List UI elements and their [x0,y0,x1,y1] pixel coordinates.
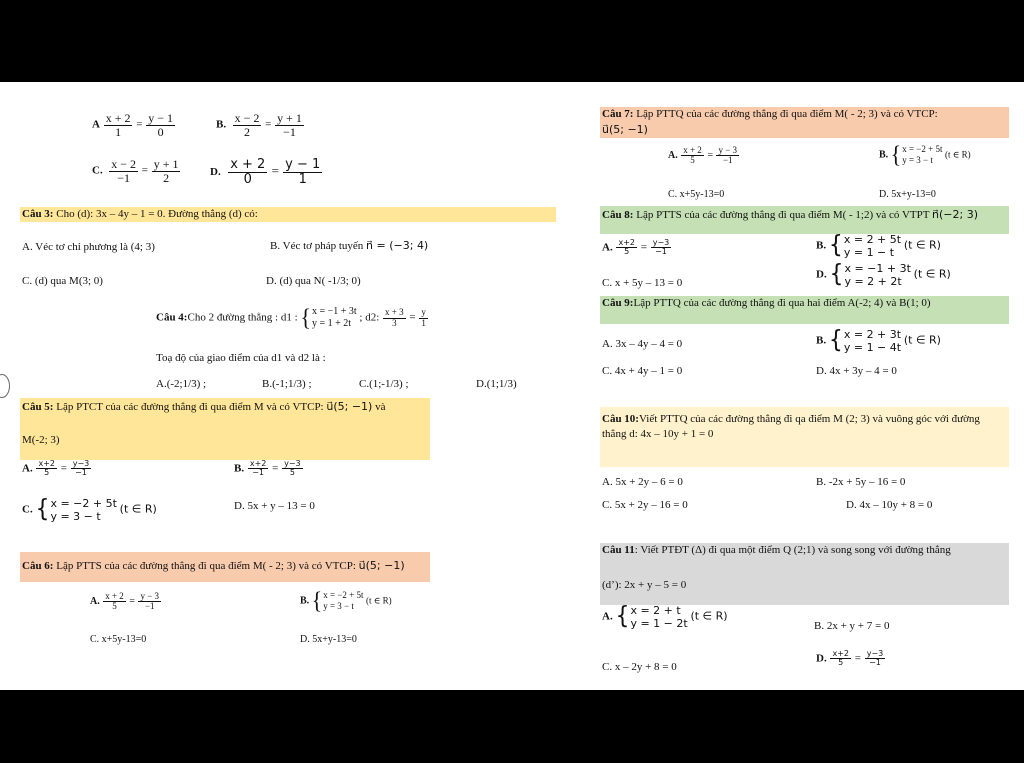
q8-option-c[interactable]: C. x + 5y – 13 = 0 [602,277,683,289]
q9-option-c[interactable]: C. 4x + 4y – 1 = 0 [602,365,683,377]
q6-title: Câu 6: Lập PTTS của các đường thẳng đi qua điểm M( - 2; 3) và có VTCP: u⃗(5; −1) [22,559,405,572]
q3-option-c[interactable]: C. (d) qua M(3; 0) [22,275,103,287]
q6-option-a[interactable]: A. $\frac{x + 2}{5}$ = $\frac{y - 3}{-1}$ [90,591,160,612]
q10-option-c[interactable]: C. 5x + 2y – 16 = 0 [602,499,688,511]
q10-option-d[interactable]: D. 4x – 10y + 8 = 0 [846,499,933,511]
q8-title: Câu 8: Lập PTTS của các đường thẳng đi qua điểm M( - 1;2) và có VTPT n⃗(−2; 3) [602,208,978,221]
q8-option-d[interactable]: D. { x = −1 + 3t y = 2 + 2t (t ∈ R) [816,260,951,289]
q3-option-a[interactable]: A. Véc tơ chỉ phương là (4; 3) [22,241,155,253]
q4-option-d[interactable]: D.(1;1/3) [476,378,517,390]
q9-option-b[interactable]: B. { x = 2 + 3t y = 1 − 4t (t ∈ R) [816,326,941,355]
q4-title: Câu 4:Cho 2 đường thẳng : d1 : { x = −1 + 3t y = 1 + 2t ; d2: $\frac{x + 3}{3}$ = $\frac{y}{1}$ [156,303,426,332]
q5-option-c[interactable]: C. { x = −2 + 5t y = 3 − t (t ∈ R) [22,495,157,524]
q10-option-a[interactable]: A. 5x + 2y – 6 = 0 [602,476,683,488]
q11-title-line2: (d’): 2x + y – 5 = 0 [602,579,687,591]
q9-option-a[interactable]: A. 3x – 4y – 4 = 0 [602,338,683,350]
q3-option-b[interactable]: B. Véc tơ pháp tuyến n⃗ = (−3; 4) [270,239,429,252]
document-page [0,82,1024,690]
q3-option-d[interactable]: D. (d) qua N( -1/3; 0) [266,275,361,287]
q2-option-a[interactable]: A $\frac{x + 2}{1}$ = $\frac{y - 1}{0}$ [92,111,173,139]
q2-option-d[interactable]: D. $\frac{x + 2}{0}$ = $\frac{y - 1}{1}$ [210,157,321,187]
q11-title: Câu 11: Viết PTĐT (Δ) đi qua một điểm Q (2;1) và song song với đường thẳng [602,544,951,556]
q2-option-c[interactable]: C. $\frac{x - 2}{-1}$ = $\frac{y + 1}{2}$ [92,157,179,185]
q7-title-line2: u⃗(5; −1) [602,123,648,136]
q4-subtitle: Toạ độ của giao điểm của d1 và d2 là : [156,352,326,364]
q11-option-d[interactable]: D. $\frac{x+2}{5}$ = $\frac{y-3}{-1}$ [816,649,884,668]
q11-option-b[interactable]: B. 2x + y + 7 = 0 [814,620,890,632]
q5-option-d[interactable]: D. 5x + y – 13 = 0 [234,500,315,512]
q9-title: Câu 9:Lập PTTQ của các đường thẳng đi qua hai điểm A(-2; 4) và B(1; 0) [602,297,931,309]
q5-title-line2: M(-2; 3) [22,434,60,446]
q6-option-c[interactable]: C. x+5y-13=0 [90,634,147,645]
q4-option-a[interactable]: A.(-2;1/3) ; [156,378,207,390]
q10-title: Câu 10:Viết PTTQ của các đường thẳng đi qa điểm M (2; 3) và vuông góc với đường [602,413,980,425]
q4-d1-system: { x = −1 + 3t y = 1 + 2t [300,303,357,332]
q6-option-d[interactable]: D. 5x+y-13=0 [300,634,357,645]
q7-title: Câu 7: Lập PTTQ của các đường thẳng đi qua điểm M( - 2; 3) và có VTCP: [602,108,938,120]
q5-option-b[interactable]: B. $\frac{x+2}{-1}$ = $\frac{y-3}{5}$ [234,459,301,478]
q11-option-a[interactable]: A. { x = 2 + t y = 1 − 2t (t ∈ R) [602,602,728,631]
q7-option-d[interactable]: D. 5x+y-13=0 [879,189,936,200]
q10-option-b[interactable]: B. -2x + 5y – 16 = 0 [816,476,906,488]
q3-title: Câu 3: Cho (d): 3x – 4y – 1 = 0. Đường thẳng (d) có: [22,208,258,220]
q2-option-b[interactable]: B. $\frac{x - 2}{2}$ = $\frac{y + 1}{-1}$ [216,111,302,139]
page-edge-marker [0,374,10,398]
q7-option-a[interactable]: A. $\frac{x + 2}{5}$ = $\frac{y - 3}{-1}$ [668,145,738,166]
q8-option-b[interactable]: B. { x = 2 + 5t y = 1 − t (t ∈ R) [816,231,941,260]
q5-option-a[interactable]: A. $\frac{x+2}{5}$ = $\frac{y-3}{-1}$ [22,459,90,478]
q5-title: Câu 5: Lập PTCT của các đường thẳng đi qua điểm M và có VTCP: u⃗(5; −1) và [22,400,386,413]
q4-option-c[interactable]: C.(1;-1/3) ; [359,378,409,390]
q7-option-b[interactable]: B. { x = −2 + 5t y = 3 − t (t ∈ R) [879,140,971,169]
q9-option-d[interactable]: D. 4x + 3y – 4 = 0 [816,365,897,377]
q11-option-c[interactable]: C. x – 2y + 8 = 0 [602,661,677,673]
q8-option-a[interactable]: A. $\frac{x+2}{5}$ = $\frac{y-3}{-1}$ [602,238,670,257]
q4-option-b[interactable]: B.(-1;1/3) ; [262,378,312,390]
q7-option-c[interactable]: C. x+5y-13=0 [668,189,725,200]
q10-title-line2: thẳng d: 4x – 10y + 1 = 0 [602,428,714,440]
q6-option-b[interactable]: B. { x = −2 + 5t y = 3 − t (t ∈ R) [300,586,392,615]
